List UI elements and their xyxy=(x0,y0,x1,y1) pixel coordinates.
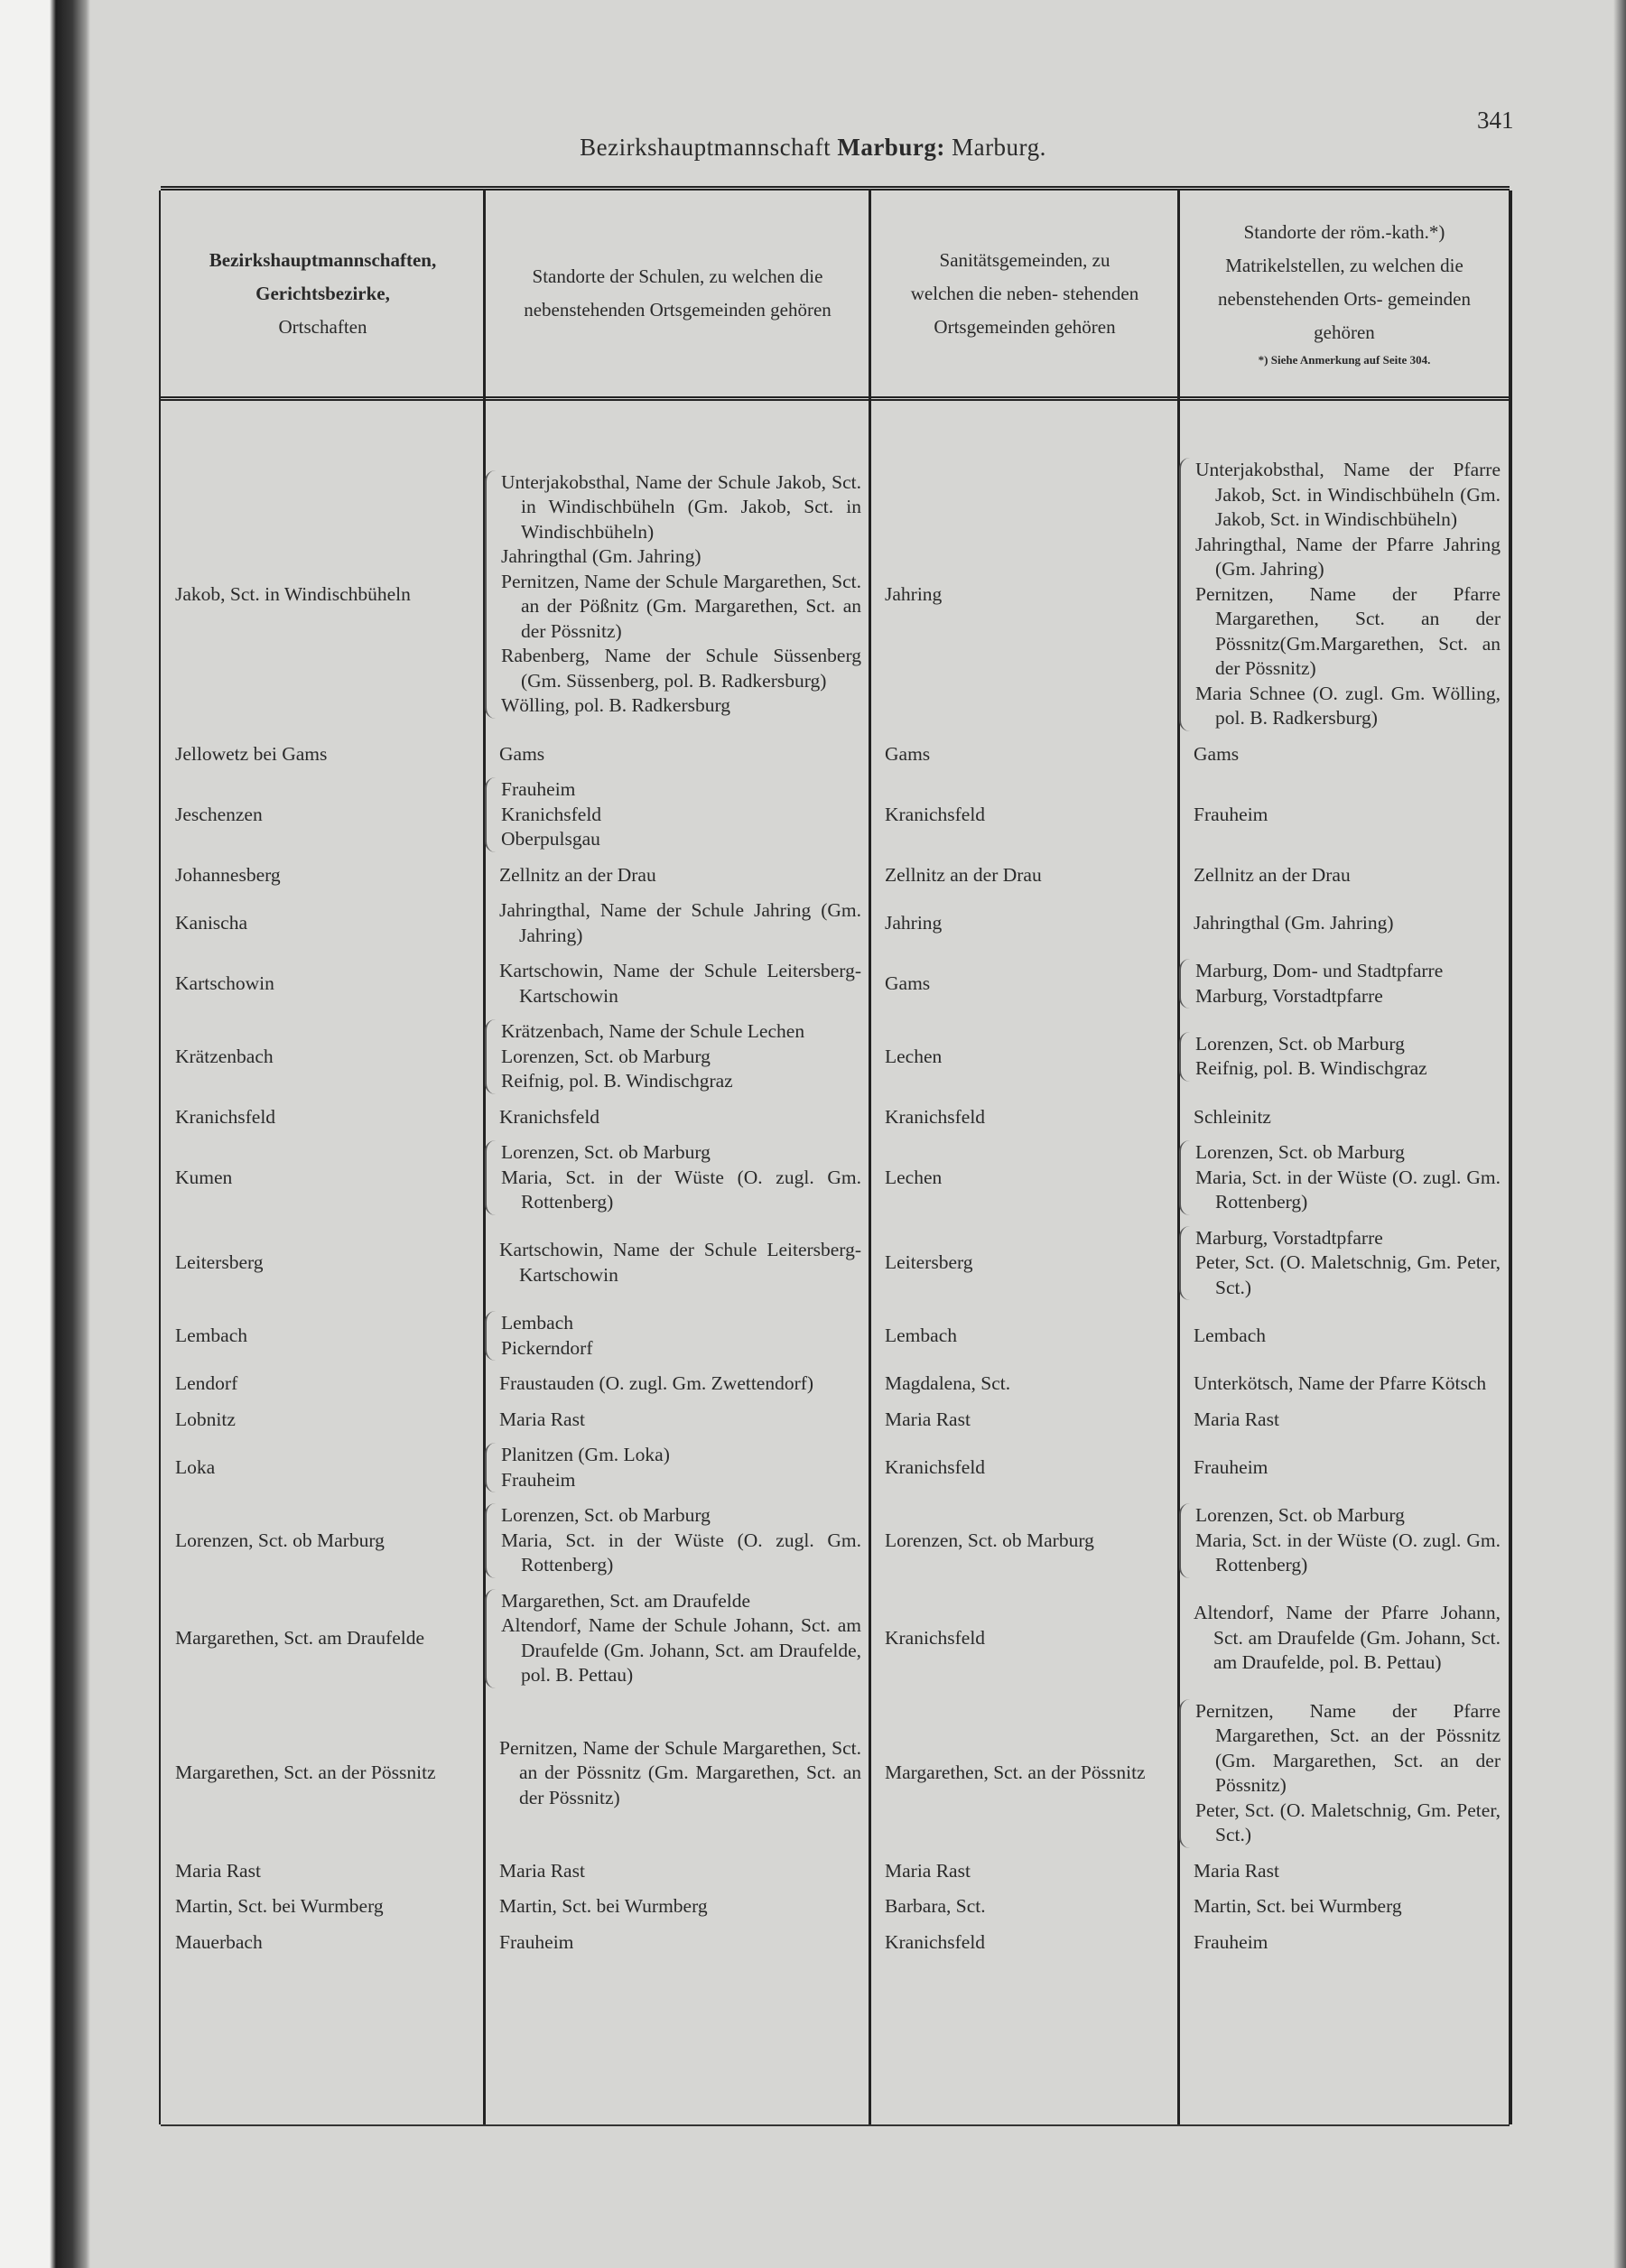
cell-entry: Unterkötsch, Name der Pfarre Kötsch xyxy=(1194,1372,1487,1394)
cell-entry: Marburg, Vorstadtpfarre xyxy=(1195,984,1383,1007)
cell-entry: Altendorf, Name der Schule Johann, Sct. am Draufelde (Gm. Johann, Sct. am Draufelde, pol. B. Pettau) xyxy=(501,1614,861,1686)
place-cell xyxy=(161,1324,485,1349)
header-schools xyxy=(485,191,870,396)
table-row xyxy=(161,1498,1510,1584)
place-cell xyxy=(161,911,485,936)
place-cell xyxy=(161,1166,485,1191)
cell-entry: Zellnitz an der Drau xyxy=(885,863,1042,886)
cell-entry: Gams xyxy=(885,971,931,994)
cell-entry: Maria Rast xyxy=(499,1408,585,1430)
header-line: Bezirkshauptmannschaften, xyxy=(209,248,437,271)
cell-entry: Frauheim xyxy=(1194,1930,1268,1953)
parishes-cell xyxy=(1179,1226,1510,1301)
parishes-cell xyxy=(1179,803,1510,828)
cell-entry: Maria Rast xyxy=(175,1859,261,1882)
place-cell xyxy=(161,1894,485,1919)
cell-entry: Maria Rast xyxy=(885,1408,971,1430)
parishes-cell xyxy=(1179,1894,1510,1919)
cell-entry: Kranichsfeld xyxy=(885,1105,986,1128)
title-prefix: Bezirkshauptmannschaft xyxy=(580,134,832,161)
title-suffix: Marburg. xyxy=(952,134,1046,161)
cell-entry: Margarethen, Sct. an der Pössnitz xyxy=(175,1761,436,1784)
cell-entry: Martin, Sct. bei Wurmberg xyxy=(1194,1895,1402,1917)
sanitary-cell xyxy=(870,582,1179,608)
schools-cell xyxy=(485,470,870,719)
place-cell xyxy=(161,1105,485,1130)
cell-entry: Krätzenbach xyxy=(175,1045,274,1067)
table-row xyxy=(161,858,1510,894)
cell-entry: Zellnitz an der Drau xyxy=(1194,863,1351,886)
cell-entry: Lembach xyxy=(175,1324,247,1346)
cell-entry: Margarethen, Sct. an der Pössnitz xyxy=(885,1761,1146,1784)
cell-entry: Pickerndorf xyxy=(501,1336,593,1359)
schools-cell xyxy=(485,1859,870,1884)
page-title xyxy=(0,134,1626,162)
cell-entry: Leitersberg xyxy=(885,1251,973,1273)
cell-entry: Gams xyxy=(1194,742,1240,765)
header-line: Standorte der Schulen, zu welchen die nebenstehenden Ortsgemeinden gehören xyxy=(524,265,832,321)
parishes-cell xyxy=(1179,1105,1510,1130)
header-line: Standorte der röm.-kath.*) Matrikelstellen, zu welchen die nebenstehenden Orts- gemeinden gehören xyxy=(1218,221,1471,343)
parishes-cell xyxy=(1179,1455,1510,1481)
cell-entry: Kartschowin xyxy=(175,971,274,994)
cell-entry: Lorenzen, Sct. ob Marburg xyxy=(1195,1032,1405,1055)
header-sanitary xyxy=(870,191,1179,396)
cell-entry: Kranichsfeld xyxy=(885,1626,986,1649)
cell-entry: Rabenberg, Name der Schule Süssenberg (Gm. Süssenberg, pol. B. Radkersburg) xyxy=(501,645,861,692)
cell-entry: Pernitzen, Name der Pfarre Margarethen, Sct. an der Pössnitz (Gm. Margarethen, Sct. an der Pössnitz) xyxy=(1195,1699,1501,1796)
header-line: Gerichtsbezirke, xyxy=(256,282,390,304)
cell-entry: Pernitzen, Name der Schule Margarethen, Sct. an der Pößnitz (Gm. Margarethen, Sct. an der Pössnitz) xyxy=(501,570,861,642)
sanitary-cell xyxy=(870,1859,1179,1884)
schools-cell xyxy=(485,1930,870,1956)
book-spine xyxy=(0,0,90,2268)
cell-entry: Marburg, Vorstadtpfarre xyxy=(1195,1226,1383,1249)
cell-entry: Unterjakobsthal, Name der Schule Jakob, Sct. in Windischbüheln (Gm. Jakob, Sct. in Windischbüheln) xyxy=(501,470,861,543)
parishes-cell xyxy=(1179,1140,1510,1215)
cell-entry: Barbara, Sct. xyxy=(885,1895,986,1917)
cell-entry: Lorenzen, Sct. ob Marburg xyxy=(501,1045,711,1067)
parishes-cell xyxy=(1179,1859,1510,1884)
cell-entry: Maria Rast xyxy=(885,1859,971,1882)
cell-entry: Gams xyxy=(885,742,931,765)
cell-entry: Planitzen (Gm. Loka) xyxy=(501,1444,670,1465)
cell-entry: Peter, Sct. (O. Maletschnig, Gm. Peter, Sct.) xyxy=(1195,1799,1501,1845)
sanitary-cell xyxy=(870,1250,1179,1276)
page-edge xyxy=(1613,0,1626,2268)
cell-entry: Maria Schnee (O. zugl. Gm. Wölling, pol. B. Radkersburg) xyxy=(1195,682,1501,729)
cell-entry: Schleinitz xyxy=(1194,1105,1271,1128)
cell-entry: Martin, Sct. bei Wurmberg xyxy=(175,1895,384,1917)
cell-entry: Kranichsfeld xyxy=(885,1930,986,1953)
table-row xyxy=(161,953,1510,1014)
cell-entry: Gams xyxy=(499,742,545,765)
sanitary-cell xyxy=(870,1371,1179,1397)
sanitary-cell xyxy=(870,1105,1179,1130)
header-places xyxy=(161,191,485,396)
place-cell xyxy=(161,1408,485,1433)
title-bold: Marburg: xyxy=(837,134,945,161)
header-footnote: *) Siehe Anmerkung auf Seite 304. xyxy=(1258,353,1431,367)
cell-entry: Lorenzen, Sct. ob Marburg xyxy=(501,1504,711,1526)
cell-entry: Loka xyxy=(175,1455,216,1478)
cell-entry: Jahring xyxy=(885,582,943,605)
cell-entry: Pernitzen, Name der Schule Margarethen, Sct. an der Pössnitz (Gm. Margarethen, Sct. an der Pössnitz) xyxy=(499,1736,861,1808)
schools-cell xyxy=(485,1019,870,1094)
sanitary-cell xyxy=(870,1761,1179,1786)
sanitary-cell xyxy=(870,803,1179,828)
place-cell xyxy=(161,1250,485,1276)
cell-entry: Zellnitz an der Drau xyxy=(499,863,656,886)
cell-entry: Frauheim xyxy=(499,1930,574,1953)
sanitary-cell xyxy=(870,1408,1179,1433)
table-row xyxy=(161,1889,1510,1925)
cell-entry: Leitersberg xyxy=(175,1251,264,1273)
parishes-cell xyxy=(1179,1371,1510,1397)
cell-entry: Lechen xyxy=(885,1045,943,1067)
place-cell xyxy=(161,1529,485,1554)
table-row xyxy=(161,737,1510,773)
parishes-cell xyxy=(1179,742,1510,767)
cell-entry: Martin, Sct. bei Wurmberg xyxy=(499,1895,708,1917)
cell-entry: Krätzenbach, Name der Schule Lechen xyxy=(501,1020,805,1042)
schools-cell xyxy=(485,1736,870,1811)
cell-entry: Marburg, Dom- und Stadtpfarre xyxy=(1195,960,1444,981)
schools-cell xyxy=(485,1443,870,1492)
schools-cell xyxy=(485,1408,870,1433)
table-row xyxy=(161,1925,1510,1961)
sanitary-cell xyxy=(870,1455,1179,1481)
cell-entry: Jakob, Sct. in Windischbüheln xyxy=(175,582,411,605)
table-row xyxy=(161,1402,1510,1438)
sanitary-cell xyxy=(870,971,1179,997)
place-cell xyxy=(161,803,485,828)
place-cell xyxy=(161,863,485,888)
cell-entry: Maria, Sct. in der Wüste (O. zugl. Gm. Rottenberg) xyxy=(1195,1529,1501,1576)
sanitary-cell xyxy=(870,911,1179,936)
place-cell xyxy=(161,1761,485,1786)
table-row xyxy=(161,772,1510,858)
table-row xyxy=(161,1437,1510,1498)
cell-entry: Lembach xyxy=(1194,1324,1266,1346)
cell-entry: Mauerbach xyxy=(175,1930,263,1953)
schools-cell xyxy=(485,959,870,1009)
schools-cell xyxy=(485,1140,870,1215)
cell-entry: Kartschowin, Name der Schule Leitersberg-Kartschowin xyxy=(499,1239,861,1286)
cell-entry: Frauheim xyxy=(501,778,576,800)
parishes-cell xyxy=(1179,863,1510,888)
schools-cell xyxy=(485,1503,870,1578)
cell-entry: Jeschenzen xyxy=(175,803,263,825)
cell-entry: Jahringthal (Gm. Jahring) xyxy=(1194,911,1394,934)
cell-entry: Wölling, pol. B. Radkersburg xyxy=(501,694,731,717)
cell-entry: Margarethen, Sct. am Draufelde xyxy=(501,1589,751,1612)
cell-entry: Lorenzen, Sct. ob Marburg xyxy=(1195,1141,1405,1163)
sanitary-cell xyxy=(870,1045,1179,1070)
cell-entry: Reifnig, pol. B. Windischgraz xyxy=(1195,1057,1427,1080)
cell-entry: Kranichsfeld xyxy=(499,1105,600,1128)
place-cell xyxy=(161,1626,485,1651)
parishes-cell xyxy=(1179,1699,1510,1848)
parishes-cell xyxy=(1179,1408,1510,1433)
table-row xyxy=(161,1306,1510,1366)
cell-entry: Margarethen, Sct. am Draufelde xyxy=(175,1626,425,1649)
sanitary-cell xyxy=(870,1894,1179,1919)
cell-entry: Maria, Sct. in der Wüste (O. zugl. Gm. Rottenberg) xyxy=(501,1529,861,1576)
schools-cell xyxy=(485,1238,870,1287)
cell-entry: Lorenzen, Sct. ob Marburg xyxy=(501,1141,711,1163)
schools-cell xyxy=(485,742,870,767)
parishes-cell xyxy=(1179,1324,1510,1349)
cell-entry: Magdalena, Sct. xyxy=(885,1372,1011,1394)
table-row xyxy=(161,1854,1510,1890)
parishes-cell xyxy=(1179,959,1510,1009)
cell-entry: Lorenzen, Sct. ob Marburg xyxy=(175,1529,385,1551)
cell-entry: Frauheim xyxy=(1194,803,1268,825)
schools-cell xyxy=(485,863,870,888)
place-cell xyxy=(161,971,485,997)
cell-entry: Jellowetz bei Gams xyxy=(175,742,328,765)
cell-entry: Frauheim xyxy=(1194,1455,1268,1478)
cell-entry: Maria Rast xyxy=(499,1859,585,1882)
cell-entry: Jahringthal, Name der Schule Jahring (Gm. Jahring) xyxy=(499,899,861,946)
table-body xyxy=(161,452,1510,1960)
page-number: 341 xyxy=(1477,107,1514,134)
cell-entry: Kranichsfeld xyxy=(501,803,602,825)
parishes-cell xyxy=(1179,458,1510,731)
cell-entry: Lorenzen, Sct. ob Marburg xyxy=(885,1529,1094,1551)
header-line: Ortschaften xyxy=(278,315,367,338)
parishes-cell xyxy=(1179,1503,1510,1578)
data-table xyxy=(161,186,1510,2126)
cell-entry: Lechen xyxy=(885,1166,943,1188)
table-row xyxy=(161,1135,1510,1221)
schools-cell xyxy=(485,1311,870,1361)
schools-cell xyxy=(485,898,870,948)
place-cell xyxy=(161,582,485,608)
place-cell xyxy=(161,1371,485,1397)
parishes-cell xyxy=(1179,1930,1510,1956)
cell-entry: Maria Rast xyxy=(1194,1859,1279,1882)
cell-entry: Maria Rast xyxy=(1194,1408,1279,1430)
table-row xyxy=(161,1014,1510,1100)
sanitary-cell xyxy=(870,1626,1179,1651)
cell-entry: Kranichsfeld xyxy=(175,1105,276,1128)
cell-entry: Lembach xyxy=(501,1312,573,1334)
table-row xyxy=(161,1100,1510,1136)
place-cell xyxy=(161,1930,485,1956)
parishes-cell xyxy=(1179,911,1510,936)
cell-entry: Jahringthal (Gm. Jahring) xyxy=(501,545,702,568)
cell-entry: Lendorf xyxy=(175,1372,238,1394)
parishes-cell xyxy=(1179,1601,1510,1676)
cell-entry: Kanischa xyxy=(175,911,247,934)
table-header xyxy=(161,191,1510,401)
table-row xyxy=(161,1584,1510,1694)
place-cell xyxy=(161,1045,485,1070)
cell-entry: Lembach xyxy=(885,1324,957,1346)
cell-entry: Altendorf, Name der Pfarre Johann, Sct. am Draufelde (Gm. Johann, Sct. am Draufelde, pol. B. Pettau) xyxy=(1194,1602,1501,1674)
header-parishes xyxy=(1179,191,1510,396)
place-cell xyxy=(161,742,485,767)
place-cell xyxy=(161,1859,485,1884)
cell-entry: Johannesberg xyxy=(175,863,281,886)
table-row xyxy=(161,1221,1510,1306)
table-row xyxy=(161,893,1510,953)
cell-entry: Jahringthal, Name der Pfarre Jahring (Gm. Jahring) xyxy=(1195,533,1501,580)
cell-entry: Kartschowin, Name der Schule Leitersberg-Kartschowin xyxy=(499,960,861,1007)
cell-entry: Unterjakobsthal, Name der Pfarre Jakob, Sct. in Windischbüheln (Gm. Jakob, Sct. in Windischbüheln) xyxy=(1195,459,1501,530)
schools-cell xyxy=(485,1894,870,1919)
cell-entry: Reifnig, pol. B. Windischgraz xyxy=(501,1070,733,1092)
cell-entry: Kumen xyxy=(175,1166,233,1188)
cell-entry: Maria, Sct. in der Wüste (O. zugl. Gm. Rottenberg) xyxy=(501,1166,861,1213)
place-cell xyxy=(161,1455,485,1481)
sanitary-cell xyxy=(870,863,1179,888)
cell-entry: Jahring xyxy=(885,911,943,934)
sanitary-cell xyxy=(870,1166,1179,1191)
table-row xyxy=(161,1694,1510,1854)
cell-entry: Oberpulsgau xyxy=(501,828,600,850)
cell-entry: Kranichsfeld xyxy=(885,803,986,825)
cell-entry: Lorenzen, Sct. ob Marburg xyxy=(1195,1504,1405,1526)
schools-cell xyxy=(485,1589,870,1688)
cell-entry: Maria, Sct. in der Wüste (O. zugl. Gm. Rottenberg) xyxy=(1195,1166,1501,1213)
table-row xyxy=(161,452,1510,737)
cell-entry: Kranichsfeld xyxy=(885,1455,986,1478)
cell-entry: Peter, Sct. (O. Maletschnig, Gm. Peter, Sct.) xyxy=(1195,1251,1501,1298)
cell-entry: Frauheim xyxy=(501,1468,576,1491)
table-row xyxy=(161,1366,1510,1402)
sanitary-cell xyxy=(870,742,1179,767)
schools-cell xyxy=(485,1105,870,1130)
sanitary-cell xyxy=(870,1930,1179,1956)
sanitary-cell xyxy=(870,1529,1179,1554)
schools-cell xyxy=(485,777,870,852)
header-line: Sanitätsgemeinden, zu welchen die neben- stehenden Ortsgemeinden gehören xyxy=(910,248,1139,338)
parishes-cell xyxy=(1179,1032,1510,1082)
sanitary-cell xyxy=(870,1324,1179,1349)
schools-cell xyxy=(485,1371,870,1397)
cell-entry: Fraustauden (O. zugl. Gm. Zwettendorf) xyxy=(499,1372,814,1394)
cell-entry: Pernitzen, Name der Pfarre Margarethen, Sct. an der Pössnitz(Gm.Margarethen, Sct. an der Pössnitz) xyxy=(1195,582,1501,679)
cell-entry: Lobnitz xyxy=(175,1408,236,1430)
